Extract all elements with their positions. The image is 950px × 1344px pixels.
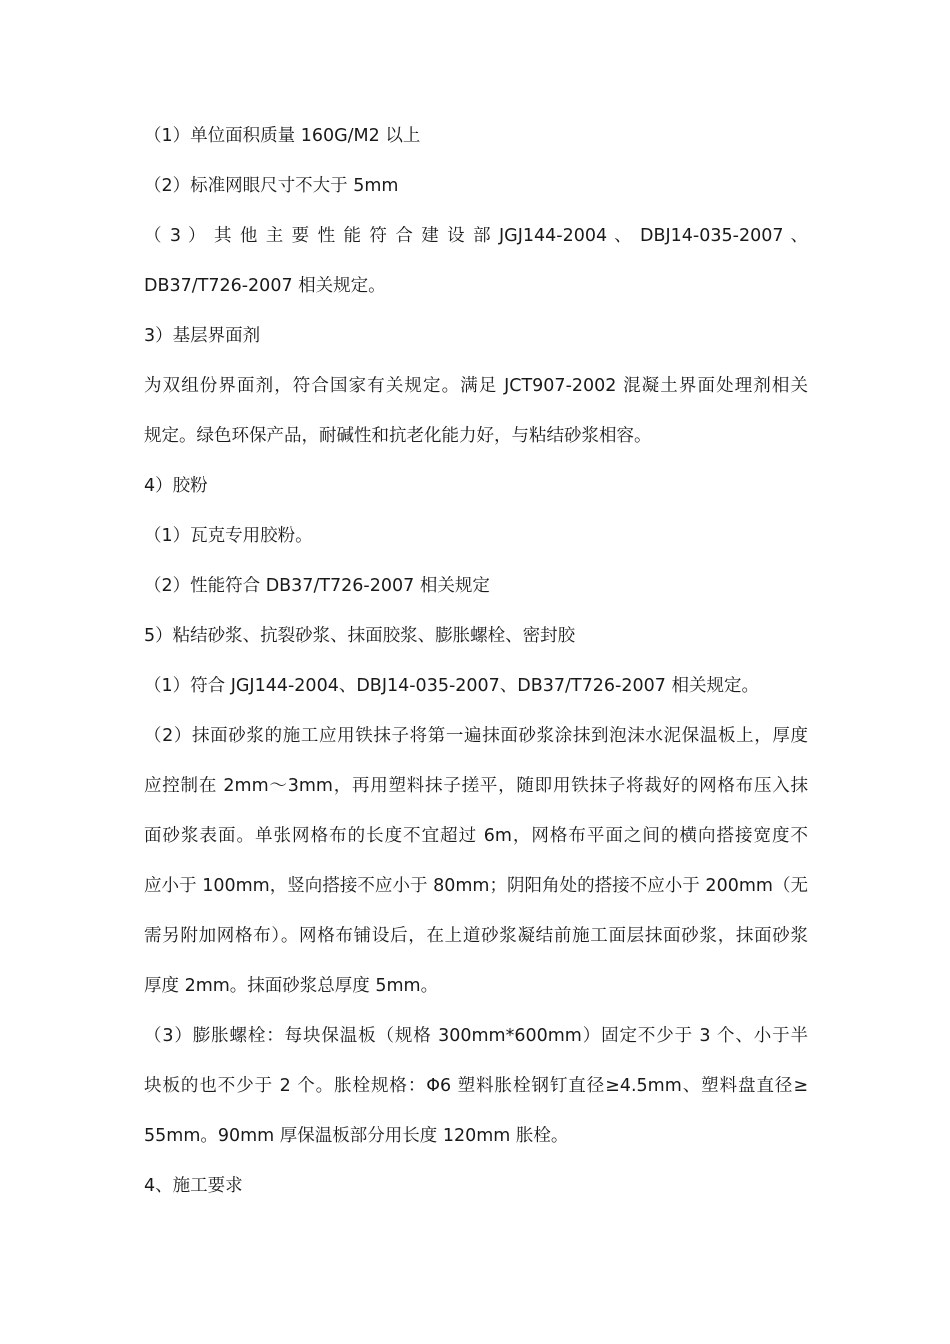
text-line-10: （2）性能符合 DB37/T726-2007 相关规定 bbox=[144, 576, 490, 596]
text-line-20: 块板的也不少于 2 个。胀栓规格：Φ6 塑料胀栓钢钉直径≥4.5mm、塑料盘直径≥ bbox=[144, 1076, 808, 1096]
text-line-7: 规定。绿色环保产品，耐碱性和抗老化能力好，与粘结砂浆相容。 bbox=[144, 426, 652, 446]
section-heading-base-interface-agent: 3）基层界面剂 bbox=[144, 326, 261, 346]
text-line-6: 为双组份界面剂，符合国家有关规定。满足 JCT907-2002 混凝土界面处理剂相关 bbox=[144, 376, 808, 396]
section-heading-construction-requirements: 4、施工要求 bbox=[144, 1176, 243, 1196]
text-line-2: （2）标准网眼尺寸不大于 5mm bbox=[144, 176, 399, 196]
text-line-13: （2）抹面砂浆的施工应用铁抹子将第一遍抹面砂浆涂抹到泡沫水泥保温板上，厚度 bbox=[144, 726, 808, 746]
text-line-17: 需另附加网格布）。网格布铺设后，在上道砂浆凝结前施工面层抹面砂浆，抹面砂浆 bbox=[144, 926, 808, 946]
text-line-19: （3）膨胀螺栓：每块保温板（规格 300mm*600mm）固定不少于 3 个、小于半 bbox=[144, 1026, 808, 1046]
text-line-15: 面砂浆表面。单张网格布的长度不宜超过 6m，网格布平面之间的横向搭接宽度不 bbox=[144, 826, 808, 846]
text-line-21: 55mm。90mm 厚保温板部分用长度 120mm 胀栓。 bbox=[144, 1126, 569, 1146]
text-line-12: （1）符合 JGJ144-2004、DBJ14-035-2007、DB37/T726-2007 相关规定。 bbox=[144, 676, 759, 696]
text-line-18: 厚度 2mm。抹面砂浆总厚度 5mm。 bbox=[144, 976, 439, 996]
section-heading-mortar-bolts: 5）粘结砂浆、抗裂砂浆、抹面胶浆、膨胀螺栓、密封胶 bbox=[144, 626, 576, 646]
text-line-14: 应控制在 2mm～3mm，再用塑料抹子搓平，随即用铁抹子将裁好的网格布压入抹 bbox=[144, 776, 808, 796]
text-line-9: （1）瓦克专用胶粉。 bbox=[144, 526, 313, 546]
text-line-1: （1）单位面积质量 160G/M2 以上 bbox=[144, 126, 421, 146]
text-line-16: 应小于 100mm，竖向搭接不应小于 80mm；阴阳角处的搭接不应小于 200mm（无 bbox=[144, 876, 808, 896]
document-body bbox=[144, 111, 808, 1211]
text-line-4: DB37/T726-2007 相关规定。 bbox=[144, 276, 386, 296]
text-line-3: （ 3 ） 其 他 主 要 性 能 符 合 建 设 部 JGJ144-2004 、 DBJ14-035-2007 、 bbox=[144, 226, 808, 246]
section-heading-rubber-powder: 4）胶粉 bbox=[144, 476, 208, 496]
